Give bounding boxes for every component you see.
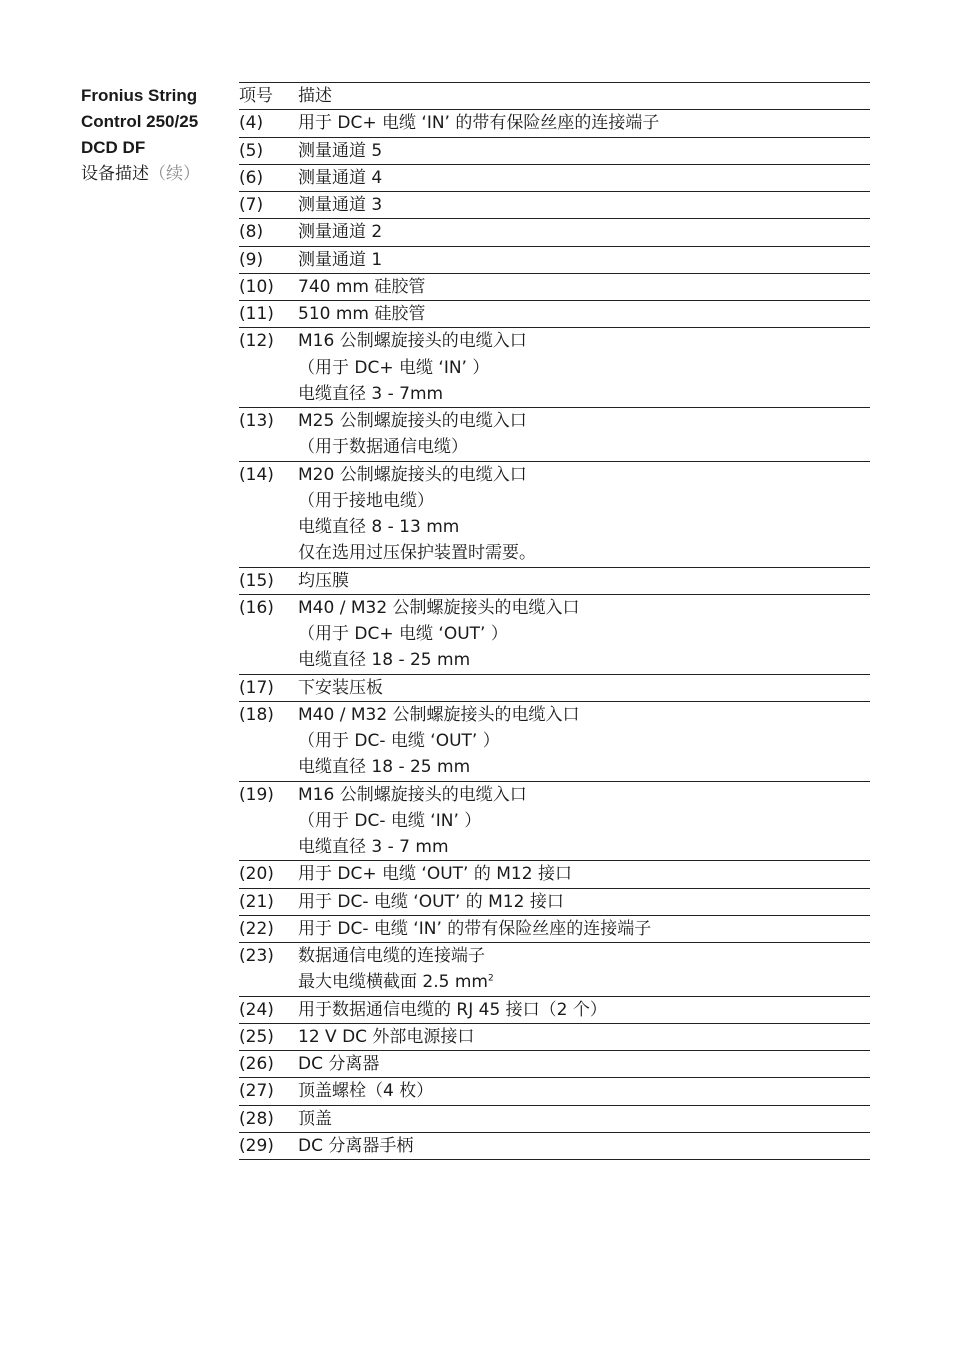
description-line (298, 110, 870, 136)
description-line (298, 274, 870, 300)
item-description (298, 301, 870, 327)
item-description (298, 274, 870, 300)
section-subtitle-continued: （续） (149, 164, 200, 184)
table-row (239, 192, 870, 219)
table-row (239, 568, 870, 595)
description-text: DC 分离器 (298, 1054, 380, 1074)
item-number: (8) (239, 222, 264, 243)
table-row (239, 219, 870, 246)
section-sidebar (81, 83, 231, 187)
item-description (298, 247, 870, 273)
description-text: M25 公制螺旋接头的电缆入口 (298, 411, 527, 431)
description-line (298, 1051, 870, 1077)
description-text: DC 分离器手柄 (298, 1135, 414, 1156)
item-description (298, 1024, 870, 1050)
item-number: (14) (239, 464, 274, 485)
description-text: 仅在选用过压保护装置时需要。 (298, 543, 536, 564)
item-number: (29) (239, 1135, 274, 1156)
item-number: (16) (239, 597, 274, 618)
description-text: 最大电缆横截面 2.5 mm (298, 972, 488, 993)
description-text: M16 公制螺旋接头的电缆入口 (298, 784, 527, 805)
description-text: 电缆直径 8 - 13 mm (298, 517, 460, 537)
description-line (298, 1133, 870, 1159)
description-text: 测量通道 5 (298, 140, 383, 161)
item-description (298, 408, 870, 461)
item-number: (22) (239, 918, 274, 939)
description-text: （用于 DC+ 电缆 ‘OUT’ ） (298, 624, 508, 644)
description-line (298, 702, 870, 728)
description-text: M16 公制螺旋接头的电缆入口 (298, 331, 527, 352)
description-line (298, 889, 870, 915)
item-number: (23) (239, 946, 274, 966)
description-line (298, 808, 870, 834)
description-text: 12 V DC 外部电源接口 (298, 1026, 475, 1047)
table-row (239, 1024, 870, 1051)
table-header-row (239, 83, 870, 110)
section-subtitle-text: 设备描述 (81, 164, 149, 184)
description-text: 测量通道 3 (298, 195, 383, 215)
header-description: 描述 (298, 86, 332, 106)
description-line (298, 1024, 870, 1050)
item-number: (18) (239, 704, 274, 725)
description-text: 用于 DC- 电缆 ‘OUT’ 的 M12 接口 (298, 891, 564, 912)
description-text: 740 mm 硅胶管 (298, 276, 426, 297)
description-line (298, 488, 870, 514)
item-description (298, 889, 870, 915)
description-text: 电缆直径 18 - 25 mm (298, 650, 471, 671)
item-number: (28) (239, 1108, 274, 1129)
description-line (298, 540, 870, 566)
description-text: M20 公制螺旋接头的电缆入口 (298, 464, 527, 485)
product-title-line-1: Fronius String (81, 86, 198, 105)
item-description (298, 1106, 870, 1132)
description-line (298, 328, 870, 354)
description-text: 510 mm 硅胶管 (298, 304, 426, 324)
table-row (239, 889, 870, 916)
description-text: 用于 DC+ 电缆 ‘IN’ 的带有保险丝座的连接端子 (298, 113, 660, 134)
table-row (239, 916, 870, 943)
description-text: 均压膜 (298, 570, 349, 591)
table-row (239, 1051, 870, 1078)
item-description (298, 568, 870, 594)
item-number: (13) (239, 411, 274, 431)
item-number: (26) (239, 1054, 274, 1074)
description-text: 测量通道 1 (298, 249, 383, 270)
item-number: (11) (239, 304, 274, 324)
table-row (239, 702, 870, 782)
description-line (298, 1078, 870, 1104)
item-description (298, 110, 870, 136)
item-description (298, 1051, 870, 1077)
item-number: (24) (239, 999, 274, 1020)
description-text: 测量通道 4 (298, 167, 383, 188)
header-item-number: 项号 (239, 86, 273, 106)
description-text: 电缆直径 3 - 7mm (298, 383, 444, 404)
description-line (298, 997, 870, 1023)
description-text: （用于 DC- 电缆 ‘IN’ ） (298, 810, 482, 831)
item-description (298, 943, 870, 996)
description-text: （用于接地电缆） (298, 490, 434, 511)
item-description (298, 1133, 870, 1159)
description-text: 用于数据通信电缆的 RJ 45 接口（2 个） (298, 999, 607, 1020)
description-line (298, 165, 870, 191)
description-line (298, 301, 870, 327)
item-description (298, 916, 870, 942)
description-text: （用于数据通信电缆） (298, 437, 468, 458)
item-description (298, 165, 870, 191)
item-number: (6) (239, 167, 264, 188)
product-title-line-3: DCD DF (81, 138, 146, 157)
item-number: (15) (239, 570, 274, 591)
item-description (298, 138, 870, 164)
item-description (298, 861, 870, 887)
item-number: (19) (239, 784, 274, 805)
item-description (298, 595, 870, 674)
description-line (298, 381, 870, 407)
table-row (239, 861, 870, 888)
table-row (239, 997, 870, 1024)
description-line (298, 434, 870, 460)
item-description (298, 1078, 870, 1104)
description-line (298, 462, 870, 488)
description-line (298, 647, 870, 673)
description-line (298, 943, 870, 969)
item-number: (25) (239, 1026, 274, 1047)
description-line (298, 514, 870, 540)
description-line (298, 568, 870, 594)
item-number: (4) (239, 113, 264, 134)
description-text: M40 / M32 公制螺旋接头的电缆入口 (298, 704, 580, 725)
item-description (298, 192, 870, 218)
item-description (298, 328, 870, 407)
table-row (239, 110, 870, 137)
item-number: (7) (239, 195, 264, 215)
table-row (239, 782, 870, 862)
table-row (239, 408, 870, 462)
item-number: (21) (239, 891, 274, 912)
item-description (298, 997, 870, 1023)
item-description (298, 675, 870, 701)
item-number: (12) (239, 331, 274, 352)
description-text: 电缆直径 18 - 25 mm (298, 757, 471, 778)
description-text: 下安装压板 (298, 677, 383, 698)
description-line (298, 355, 870, 381)
table-row (239, 1078, 870, 1105)
description-text: （用于 DC- 电缆 ‘OUT’ ） (298, 731, 500, 751)
superscript: 2 (487, 973, 494, 984)
description-line (298, 408, 870, 434)
item-number: (10) (239, 276, 274, 297)
table-row (239, 274, 870, 301)
description-line (298, 834, 870, 860)
description-text: 用于 DC+ 电缆 ‘OUT’ 的 M12 接口 (298, 864, 572, 885)
description-line (298, 861, 870, 887)
table-row (239, 247, 870, 274)
description-line (298, 916, 870, 942)
description-line (298, 247, 870, 273)
description-line (298, 675, 870, 701)
item-description (298, 782, 870, 861)
table-row (239, 138, 870, 165)
item-number: (27) (239, 1081, 274, 1102)
description-line (298, 754, 870, 780)
description-line (298, 621, 870, 647)
item-number: (9) (239, 249, 264, 270)
item-number: (20) (239, 864, 274, 885)
item-number: (5) (239, 140, 264, 161)
description-line (298, 192, 870, 218)
table-row (239, 675, 870, 702)
item-description (298, 702, 870, 781)
item-description (298, 462, 870, 567)
item-description (298, 219, 870, 245)
item-number: (17) (239, 677, 274, 698)
table-row (239, 1106, 870, 1133)
table-row (239, 943, 870, 997)
description-text: 用于 DC- 电缆 ‘IN’ 的带有保险丝座的连接端子 (298, 918, 652, 939)
table-row (239, 328, 870, 408)
description-text: 测量通道 2 (298, 222, 383, 243)
description-line (298, 1106, 870, 1132)
table-row (239, 595, 870, 675)
description-text: 电缆直径 3 - 7 mm (298, 837, 449, 857)
description-line (298, 782, 870, 808)
table-row (239, 301, 870, 328)
section-subtitle (81, 161, 231, 187)
table-row (239, 165, 870, 192)
description-text: M40 / M32 公制螺旋接头的电缆入口 (298, 597, 580, 618)
description-line (298, 728, 870, 754)
description-table (239, 82, 870, 1160)
description-line (298, 138, 870, 164)
product-title-line-2: Control 250/25 (81, 112, 199, 131)
description-line (298, 595, 870, 621)
description-line (298, 219, 870, 245)
description-text: （用于 DC+ 电缆 ‘IN’ ） (298, 357, 490, 378)
description-text: 顶盖螺栓（4 枚） (298, 1081, 434, 1102)
description-line (298, 969, 870, 995)
description-text: 顶盖 (298, 1108, 332, 1129)
table-row (239, 1133, 870, 1160)
description-text: 数据通信电缆的连接端子 (298, 946, 485, 966)
table-row (239, 462, 870, 568)
